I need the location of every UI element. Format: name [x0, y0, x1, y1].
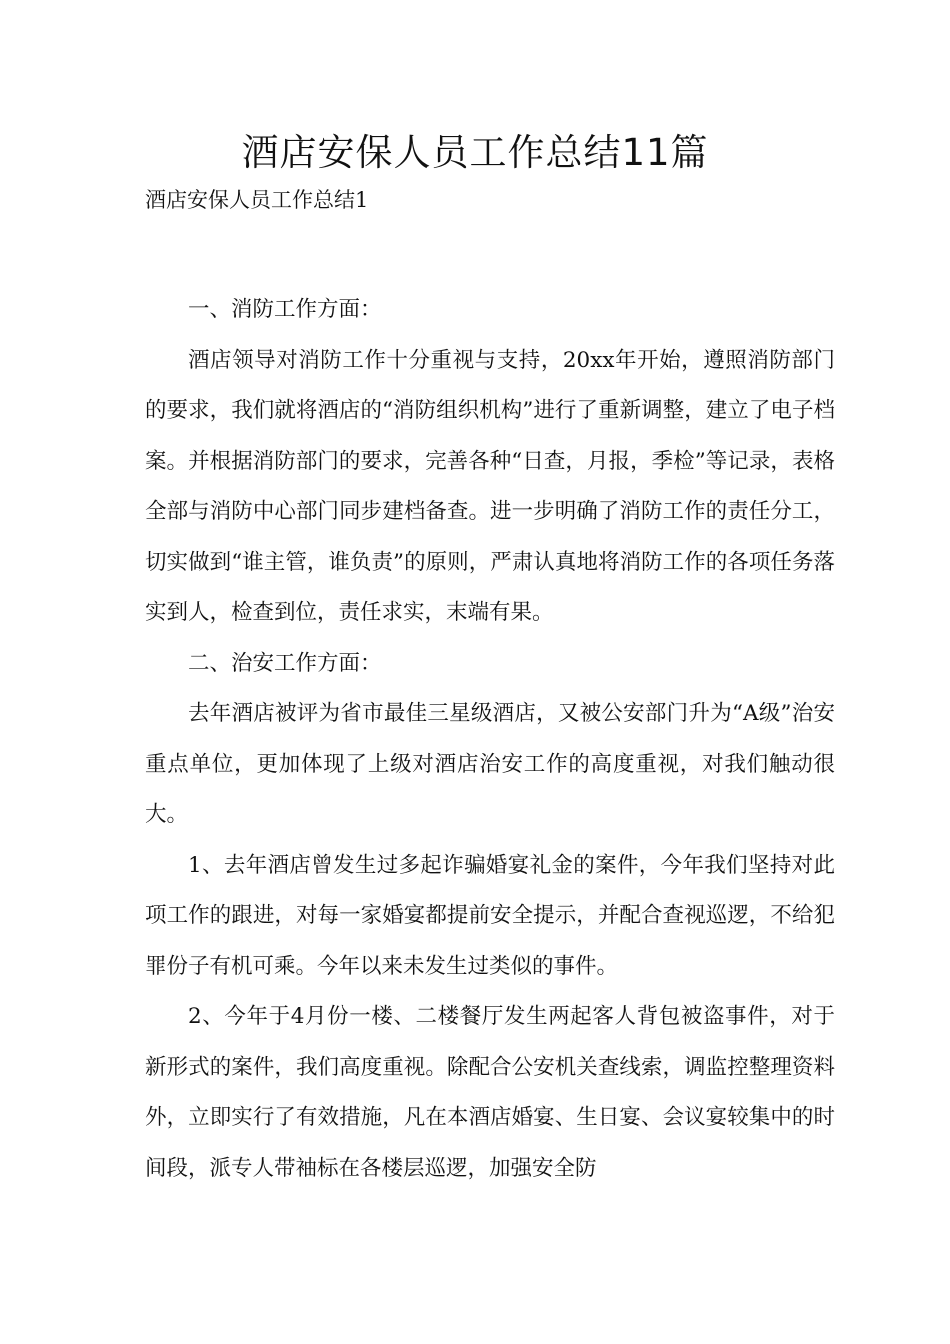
paragraph-public-security: 去年酒店被评为省市最佳三星级酒店，又被公安部门升为“A级”治安重点单位，更加体现了上级对酒店治安工作的高度重视，对我们触动很大。	[145, 701, 835, 827]
paragraph-fire-safety: 酒店领导对消防工作十分重视与支持，20xx年开始，遵照消防部门的要求，我们就将酒店的“消防组织机构”进行了重新调整，建立了电子档案。并根据消防部门的要求，完善各种“日查，月报，季检”等记录，表格全部与消防中心部门同步建档备查。进一步明确了消防工作的责任分工，切实做到“谁主管，谁负责”的原则，严肃认真地将消防工作的各项任务落实到人，检查到位，责任求实，末端有果。	[145, 347, 835, 625]
section-heading-public-security: 二、治安工作方面：	[188, 650, 382, 676]
paragraph-item-1: 1、去年酒店曾发生过多起诈骗婚宴礼金的案件，今年我们坚持对此项工作的跟进，对每一家婚宴都提前安全提示，并配合查视巡逻，不给犯罪份子有机可乘。今年以来未发生过类似的事件。	[145, 852, 835, 979]
document-subtitle: 酒店安保人员工作总结1	[145, 188, 369, 212]
document-body	[145, 285, 835, 1194]
section-heading-fire-safety: 一、消防工作方面：	[188, 297, 382, 322]
document-title: 酒店安保人员工作总结11篇	[241, 131, 709, 174]
paragraph-item-2: 2、今年于4月份一楼、二楼餐厅发生两起客人背包被盗事件，对于新形式的案件，我们高度重视。除配合公安机关查线索，调监控整理资料外，立即实行了有效措施，凡在本酒店婚宴、生日宴、会议宴较集中的时间段，派专人带袖标在各楼层巡逻，加强安全防	[145, 1004, 835, 1181]
